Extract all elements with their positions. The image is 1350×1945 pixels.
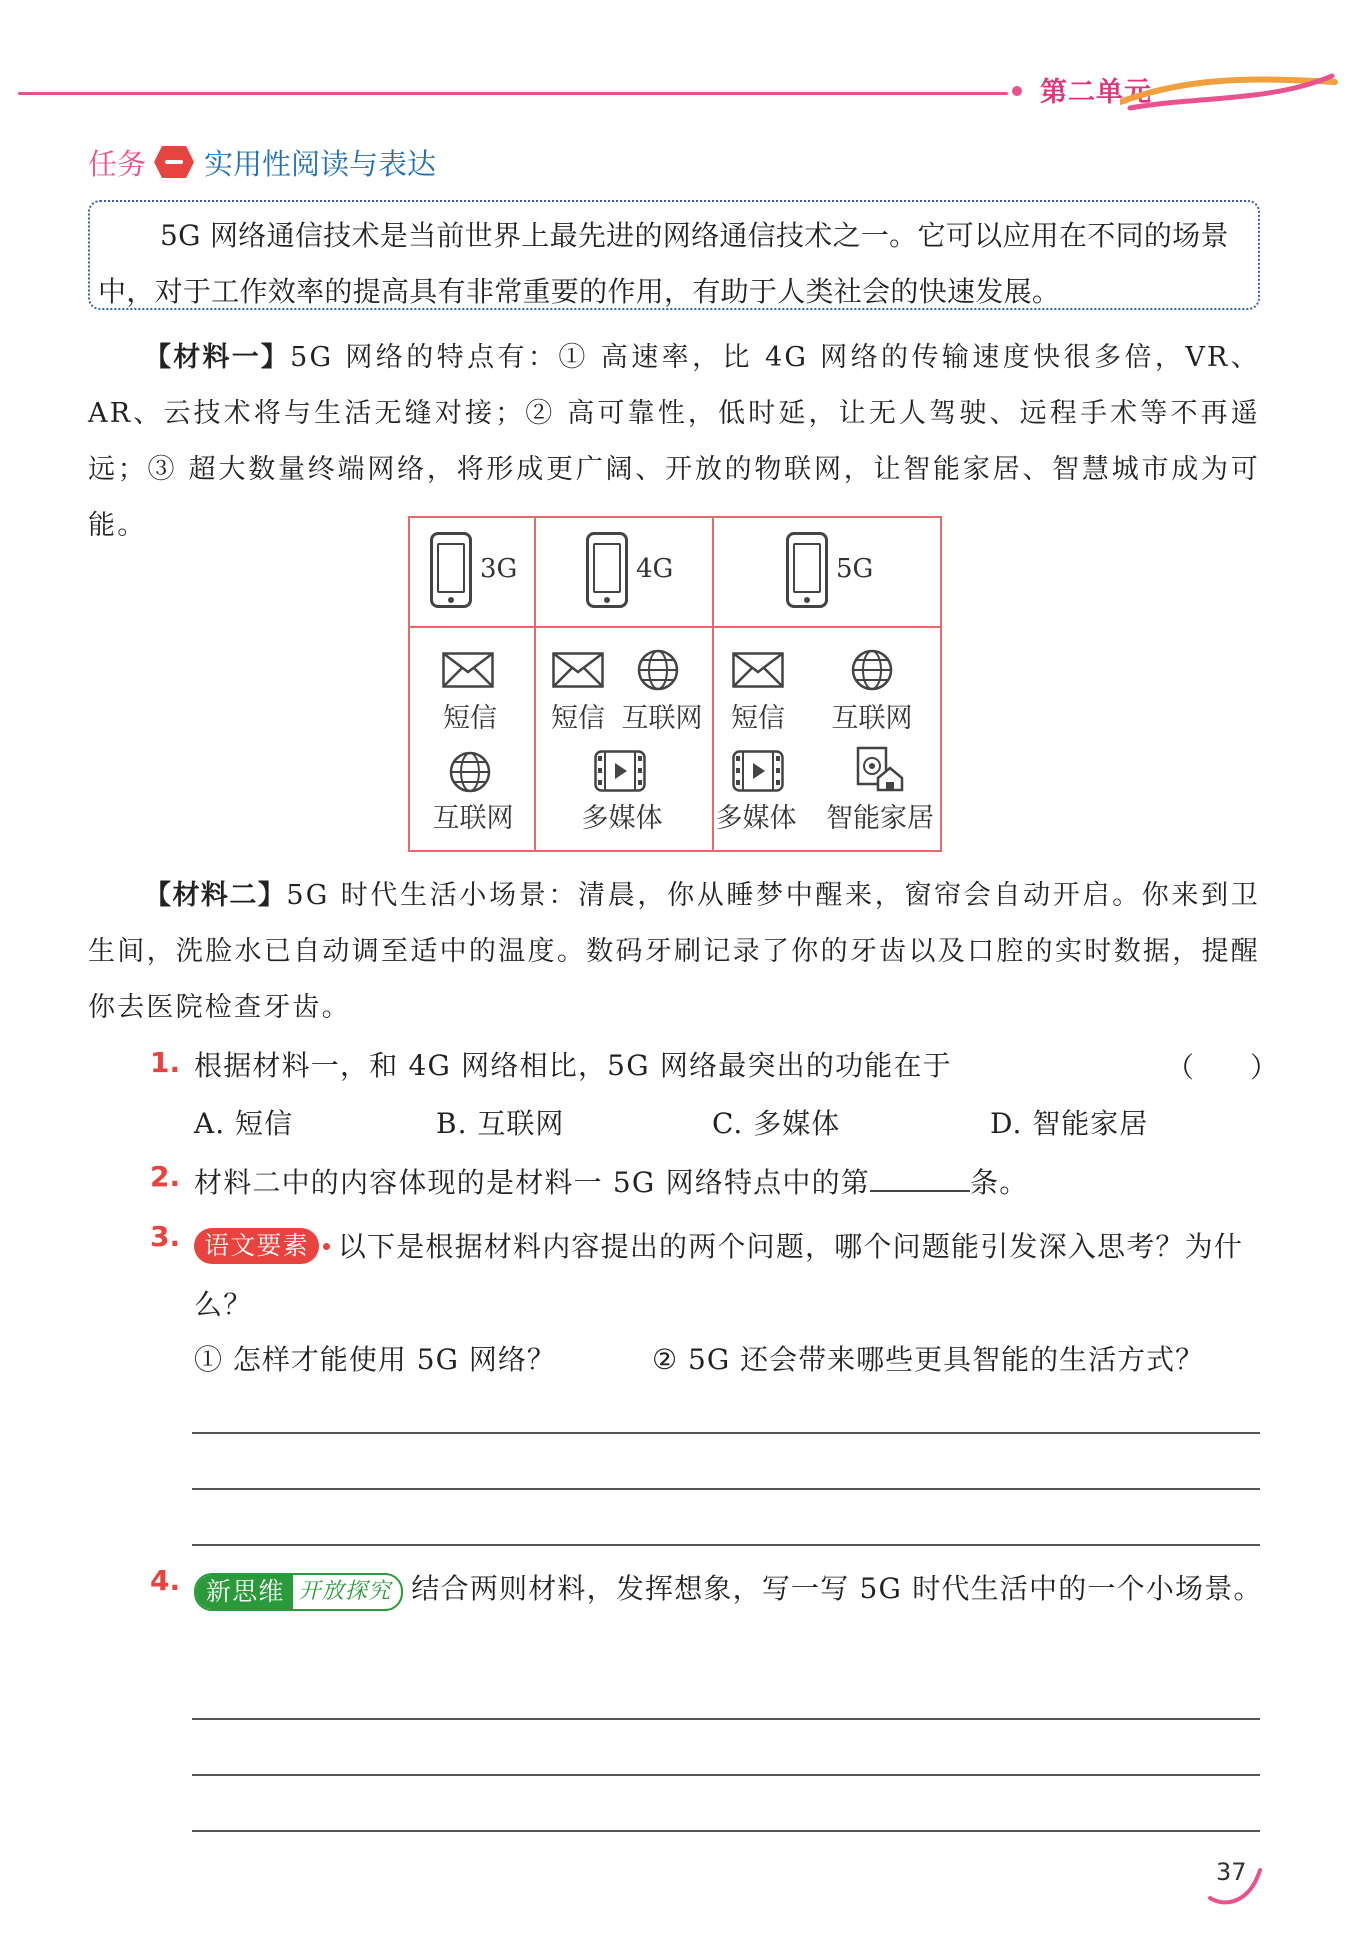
item-label: 互联网 <box>621 703 703 734</box>
answer-line[interactable] <box>192 1774 1260 1776</box>
item-label: 多媒体 <box>715 803 797 834</box>
question-3-number: 3. <box>150 1220 181 1253</box>
task-heading <box>88 140 436 184</box>
question-4-text <box>194 1560 1264 1618</box>
badge-dot <box>323 1243 330 1250</box>
question-3-sub2: ② 5G 还会带来哪些更具智能的生活方式？ <box>652 1343 1205 1376</box>
film-icon <box>732 750 784 792</box>
globe-icon <box>448 750 492 794</box>
question-3-text <box>194 1218 1264 1334</box>
film-icon <box>594 750 646 792</box>
hexagon-one-icon <box>154 146 194 178</box>
globe-icon <box>850 648 894 692</box>
question-1-number: 1. <box>150 1046 181 1079</box>
phone-icon <box>430 532 472 608</box>
envelope-icon <box>442 652 494 688</box>
header-rule <box>18 92 1008 95</box>
material-two-text: 5G 时代生活小场景：清晨，你从睡梦中醒来，窗帘会自动开启。你来到卫生间，洗脸水已自动调至适中的温度。数码牙刷记录了你的牙齿以及口腔的实时数据，提醒你去医院检查牙齿。 <box>88 880 1260 1023</box>
question-2-number: 2. <box>150 1160 181 1193</box>
option-d[interactable]: D. 智能家居 <box>990 1107 1149 1140</box>
gen-label: 3G <box>480 554 518 584</box>
answer-line[interactable] <box>192 1830 1260 1832</box>
smart-home-icon <box>856 746 904 792</box>
question-4-body: 结合两则材料，发挥想象，写一写 5G 时代生活中的一个小场景。 <box>411 1572 1263 1605</box>
material-two <box>88 868 1260 1036</box>
option-b[interactable]: B. 互联网 <box>436 1107 565 1140</box>
option-c[interactable]: C. 多媒体 <box>712 1107 841 1140</box>
item-label: 智能家居 <box>826 803 934 834</box>
gen-label: 4G <box>636 554 674 584</box>
intro-text: 5G 网络通信技术是当前世界上最先进的网络通信技术之一。它可以应用在不同的场景中，对于工作效率的提高具有非常重要的作用，有助于人类社会的快速发展。 <box>98 219 1229 308</box>
question-2-text-before: 材料二中的内容体现的是材料一 5G 网络特点中的第 <box>194 1166 870 1199</box>
fill-blank[interactable] <box>870 1160 970 1192</box>
page-number: 37 <box>1216 1858 1247 1886</box>
phone-icon <box>586 532 628 608</box>
question-2-text <box>194 1160 1028 1203</box>
material-two-tag: 【材料二】 <box>144 880 287 911</box>
answer-line[interactable] <box>192 1432 1260 1434</box>
task-title: 实用性阅读与表达 <box>204 146 437 181</box>
material-one-tag: 【材料一】 <box>144 342 291 373</box>
header-swoosh-icon <box>1120 72 1340 112</box>
network-comparison-table <box>408 516 942 852</box>
badge-main: 新思维 <box>196 1575 293 1609</box>
globe-icon <box>636 648 680 692</box>
material-one-text: 5G 网络的特点有：① 高速率，比 4G 网络的传输速度快很多倍，VR、AR、云技术将与生活无缝对接；② 高可靠性，低时延，让无人驾驶、远程手术等不再遥远；③ 超大数量终端网络，将形成更广阔、开放的物联网，让智能家居、智慧城市成为可能。 <box>88 342 1260 541</box>
task-label: 任务 <box>88 146 147 181</box>
question-4-number: 4. <box>150 1564 181 1597</box>
item-label: 互联网 <box>432 803 514 834</box>
item-label: 短信 <box>731 703 785 734</box>
yuwen-yaosu-badge: 语文要素 <box>194 1228 319 1264</box>
question-1-text: 根据材料一，和 4G 网络相比，5G 网络最突出的功能在于 <box>194 1049 952 1082</box>
header-dot <box>1012 86 1022 96</box>
envelope-icon <box>552 652 604 688</box>
unit-title: 第二单元 <box>1040 77 1152 108</box>
question-2-text-after: 条。 <box>970 1166 1029 1199</box>
answer-line[interactable] <box>192 1544 1260 1546</box>
answer-line[interactable] <box>192 1718 1260 1720</box>
xin-siwei-badge <box>194 1573 403 1611</box>
item-label: 互联网 <box>831 703 913 734</box>
item-label: 短信 <box>443 703 497 734</box>
question-3-body: 以下是根据材料内容提出的两个问题，哪个问题能引发深入思考？为什么？ <box>194 1230 1244 1321</box>
question-3-sub1: ① 怎样才能使用 5G 网络？ <box>194 1343 556 1376</box>
phone-icon <box>786 532 828 608</box>
badge-sub: 开放探究 <box>298 1579 392 1604</box>
gen-label: 5G <box>836 554 874 584</box>
item-label: 短信 <box>551 703 605 734</box>
answer-parentheses[interactable]: （ ） <box>1166 1051 1279 1084</box>
option-a[interactable]: A. 短信 <box>194 1107 294 1140</box>
envelope-icon <box>732 652 784 688</box>
answer-line[interactable] <box>192 1488 1260 1490</box>
item-label: 多媒体 <box>581 803 663 834</box>
